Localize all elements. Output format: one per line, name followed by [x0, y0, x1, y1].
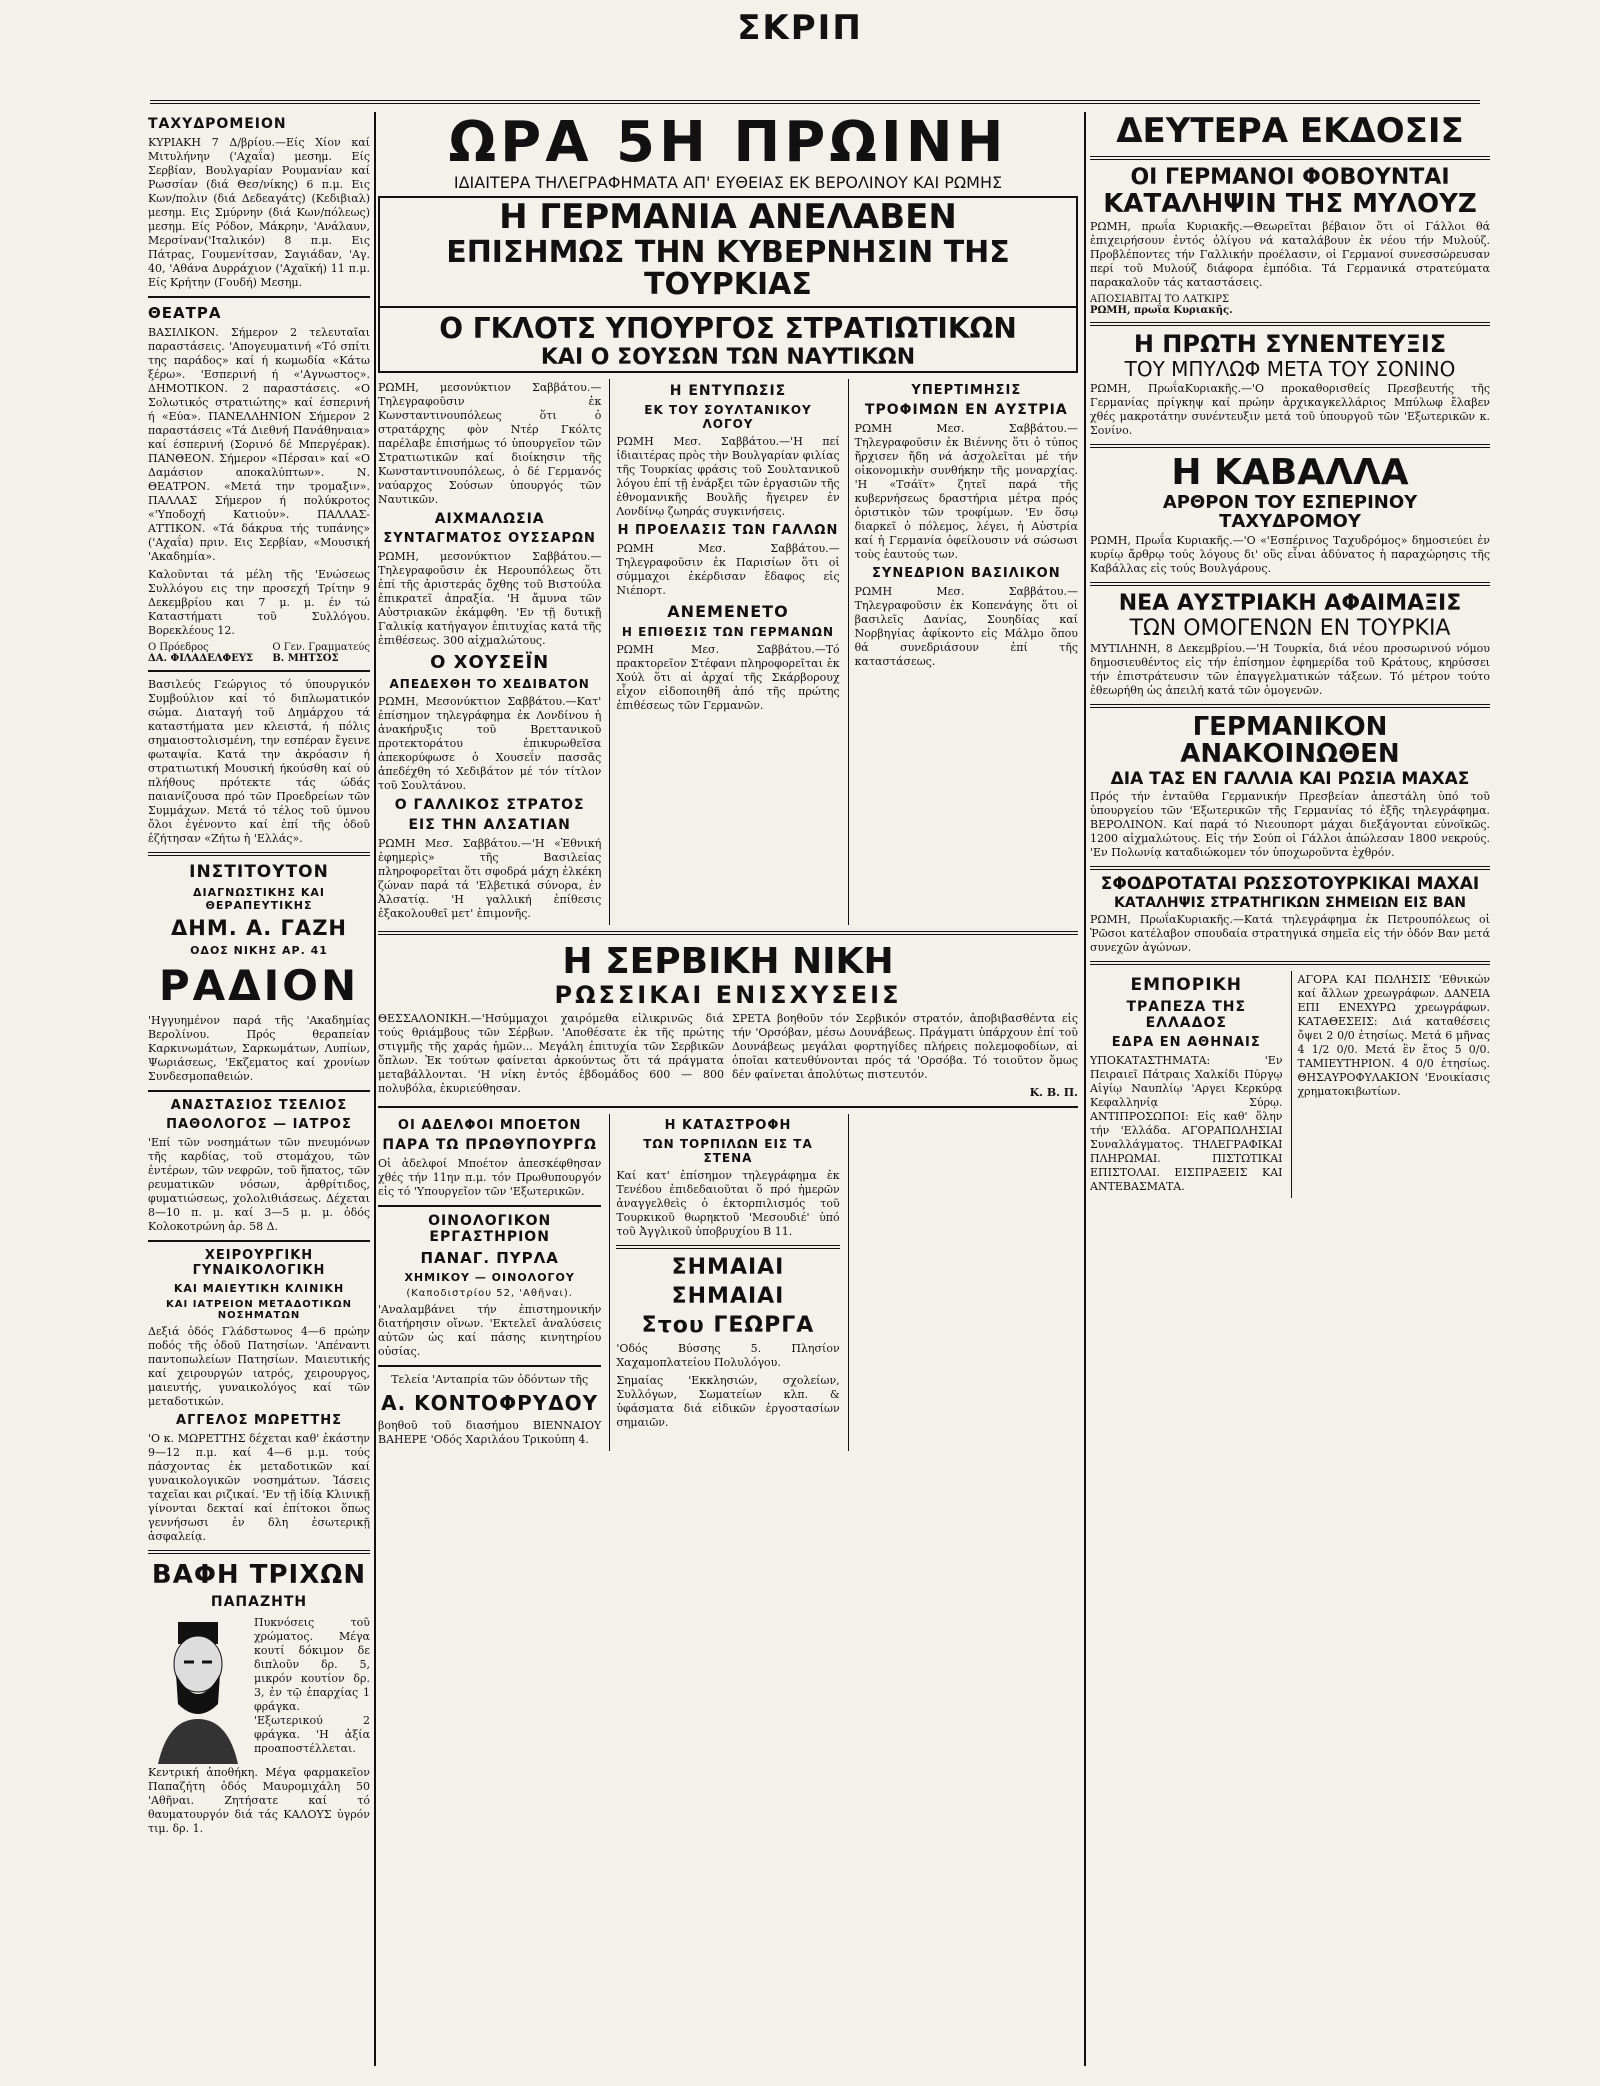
edition-text: ΡΩΜΗ, πρωΐα Κυριακῆς.—Θεωρεῖται βέβαιον ὅτι οἱ Γάλλοι θά ἐπιχειρήσουν ἐντός ὀλίγου νά καταλάβουν ἐκ νέου τήν Μυλούζ. Προβλέποντες τήν Γαλλικήν προέλασιν, οἱ Γερμανοί συνεσσώρευσαν περί τοῦ Μυλούζ διάφορα ἐμπόδια. Τά Γερμανικά στρατεύματα παρακαλοῦν τάς καταστάσεις. — [1090, 220, 1490, 290]
hair-dye-text: Πυκνόσεις τοῦ χρώματος. Μέγα κουτί δόκιμον δε διπλοῦν δρ. 5, μικρόν κουτίον δρ. 3, ἐν τῷ ἐπαρχίας 1 φράγκα. 'Εξωτερικού 2 φράγκα. 'Η ἀξία προαποστέλλεται. — [254, 1616, 370, 1755]
german-communique-text: Πρός τήν ἐνταῦθα Γερμανικήν Πρεσβείαν ἀπεστάλη ὑπό τοῦ ὑπουργείου τῶν 'Εξωτερικῶν τῆς Γερμανίας τό ἑξῆς τηλεγράφημα. ΒΕΡΟΛΙΝΟΝ. Καί παρά τό Νιεουπορτ μάχαι διεξάγονται εὐνοϊκῶς. 1200 αἰχμαλώτους. Εἰς τήν Σούπ οἱ Γάλλοι ἀπώλεσαν 1800 νεκρούς. 'Εν Πολωνίᾳ καταδιώκομεν τόν ὑποχωροῦντα ἐχθρόν. — [1090, 790, 1490, 860]
right-column — [1090, 112, 1490, 2066]
price-hike-title: ΥΠΕΡΤΙΜΗΣΙΣ — [911, 382, 1022, 398]
story-columns-bottom — [378, 1114, 1078, 1451]
brothers-sub: ΠΑΡΑ ΤΩ ΠΡΩΘΥΠΟΥΡΓΩ — [382, 1136, 597, 1153]
bottom-col-b — [609, 1114, 839, 1451]
serbian-main — [378, 941, 1078, 1100]
flags-text-2: Σημαίας 'Εκκλησιών, σχολείων, Συλλόγων, Σωματείων κλπ. & ὑφάσματα διά εἰδικῶν ἐργοστασίων σημαιῶν. — [616, 1373, 840, 1429]
headline-5am-sub: ΙΔΙΑΙΤΕΡΑ ΤΗΛΕΓΡΑΦΗΜΑΤΑ ΑΠ' ΕΥΘΕΙΑΣ ΕΚ ΒΕΡΟΛΙΝΟΥ ΚΑΙ ΡΩΜΗΣ — [453, 172, 1003, 192]
hussein-text: ΡΩΜΗ, Μεσονύκτιον Σαββάτου.—Κατ' ἐπίσημον τηλεγράφημα ἐκ Λονδίνου ἡ ἀνακήρυξις τοῦ Βρεττανικοῦ προτεκτοράτου ἐπικυρωθεῖσα ἀπεκορύφωσε ὁ Χουσεΐν πασσᾶς ἀπεδέχθη τό Χεδιβάτον μέ τόν τίτλον τοῦ Σουλτάνου. — [378, 694, 602, 792]
meeting-text: ΡΩΜΗ, ΠρωΐαΚυριακῆς.—'Ο προκαθορισθείς Πρεσβευτής τῆς Γερμανίας πρίγκηψ καί πρώην ἀρχικαγκελλάριος Μπύλωφ ἔλαβεν χθές μακροτάτην συνέντευξιν μετά τοῦ ὑπουργοῦ τῶν 'Εξωτερικῶν κ. Σονίνο. — [1090, 382, 1490, 438]
notice-sign-label: Ο Πρόεδρος — [148, 642, 209, 653]
russo-turkish-sub: ΚΑΤΑΛΗΨΙΣ ΣΤΡΑΤΗΓΙΚΩΝ ΣΗΜΕΙΩΝ ΕΙΣ ΒΑΝ — [1113, 895, 1467, 912]
story-col-a — [378, 379, 601, 925]
awaited-title: ΑΝΕΜΕΝΕΤΟ — [667, 601, 789, 621]
dentist-name: Α. ΚΟΝΤΟΦΡΥΔΟΥ — [381, 1390, 599, 1415]
lab-address: (Καποδιστρίου 52, 'Αθῆναι). — [406, 1287, 573, 1299]
bank-text-2: ΑΓΟΡΑ ΚΑΙ ΠΩΛΗΣΙΣ 'Εθνικών καί ἄλλων χρεωγράφων. ΔΑΝΕΙΑ ΕΠΙ ΕΝΕΧΥΡΩ χρεωγράφων. ΚΑΤΑΘΕΣΕΙΣ: Διά καταθέσεις ὄψει 2 0/0 ἐτησίως. Μετά 6 μῆνας 4 1/2 0/0. Μετά ἓν ἔτος 5 0/0. ΤΑΜΙΕΥΤΗΡΙΟΝ. 4 0/0 ἐτησίως. ΘΗΣΑΥΡΟΦΥΛΑΚΙΟΝ 'Ενοικίασις χρηματοκιβωτίων. — [1297, 973, 1490, 1098]
institute-sub: ΔΙΑΓΝΩΣΤΙΚΗΣ ΚΑΙ ΘΕΡΑΠΕΥΤΙΚΗΣ — [193, 886, 325, 912]
german-communique-sub: ΔΙΑ ΤΑΣ ΕΝ ΓΑΛΛΙΑ ΚΑΙ ΡΩΣΙΑ ΜΑΧΑΣ — [1110, 768, 1470, 789]
meeting-sub: ΤΟΥ ΜΠΥΛΩΦ ΜΕΤΑ ΤΟΥ ΣΟΝΙΝΟ — [1124, 357, 1456, 382]
bank-ad — [1090, 971, 1490, 1198]
wreck-text: Καί κατ' ἐπίσημον τηλεγράφημα ἐκ Τενέδου ἐπιδεδαιοῦται ὅ πρό ἡμερῶν ἀναγγελθεὶς ὁ ἐκτορπιλισμός τοῦ Τουρκικοῦ θωρηκτοῦ 'Μεσουδιέ' ὑπό τοῦ Ἀγγλικοῦ ὑποβρυχίου Β 11. — [616, 1168, 840, 1238]
masthead — [0, 0, 1600, 86]
theatre-title: ΘΕΑΤΡΑ — [148, 304, 222, 322]
captivity-sub: ΣΥΝΤΑΓΜΑΤΟΣ ΟΥΣΣΑΡΩΝ — [383, 530, 596, 546]
institute-doctor: ΔΗΜ. Α. ΓΑΖΗ — [171, 916, 347, 940]
top-rule — [150, 100, 1480, 104]
kavala-sub: ΑΡΘΡΟΝ ΤΟΥ ΕΣΠΕΡΙΝΟΥ ΤΑΧΥΔΡΟΜΟΥ — [1162, 492, 1418, 532]
portrait-illustration — [148, 1614, 248, 1764]
notice-sec-label: Ο Γεν. Γραμματεύς — [272, 642, 370, 653]
hair-dye-footer: Κεντρική ἀποθήκη. Μέγα φαρμακεῖον Παπαζήτη ὁδός Μαυρομιχάλη 50 'Αθῆναι. Ζητήσατε καί τό θαυματουργόν διά τάς ΚΑΛΟΥΣ ὑγρόν τιμ. δρ. 1. — [148, 1766, 370, 1835]
flags-text: 'Οδός Βύσσης 5. Πλησίον Χαχαμοπλατείου Πολυλόγου. — [616, 1341, 840, 1369]
price-hike-sub: ΤΡΟΦΙΜΩΝ ΕΝ ΑΥΣΤΡΙΑ — [864, 401, 1068, 418]
french-advance-text: ΡΩΜΗ Μεσ. Σαββάτου.—Τηλεγραφοῦσιν ἐκ Παρισίων ὅτι οἱ σύμμαχοι ἐκέρδισαν ἔδαφος εἰς Νιέπορτ. — [616, 541, 840, 597]
hair-dye-body — [148, 1614, 370, 1764]
lab-name: ΠΑΝΑΓ. ΠΥΡΛΑ — [420, 1248, 559, 1267]
headline-5am: ΩΡΑ 5Η ΠΡΩΙΝΗ — [448, 112, 1008, 175]
flags-title-2: ΣΗΜΑΙΑΙ — [671, 1283, 785, 1309]
french-army-text: ΡΩΜΗ Μεσ. Σαββάτου.—'Η «Ἐθνική ἐφημερὶς» τῆς Βασιλείας πληροφορεῖται ὅτι σφοδρά μάχη ἐλκέκη ζώναν παρά τά 'Ελβετικά σύνορα, ἐν Ἀλσατίᾳ. 'Η γαλλική ἐπίθεσις ἐξακολουθεῖ μετ' ἐπιμονῆς. — [378, 836, 602, 920]
story-col-c — [848, 379, 1078, 925]
serbian-sign: Κ. Β. Π. — [1029, 1085, 1078, 1099]
bottom-col-a — [378, 1114, 601, 1451]
surgery-title: ΧΕΙΡΟΥΡΓΙΚΗ ΓΥΝΑΙΚΟΛΟΓΙΚΗ — [192, 1248, 326, 1278]
mulhouse-headline: ΚΑΤΑΛΗΨΙΝ ΤΗΣ ΜΥΛΟΥΖ — [1103, 188, 1477, 219]
awaited-sub: Η ΕΠΙΘΕΣΙΣ ΤΩΝ ΓΕΡΜΑΝΩΝ — [621, 624, 835, 639]
institute-address: ΟΔΟΣ ΝΙΚΗΣ ΑΡ. 41 — [190, 944, 328, 957]
serbian-text-2: ΣΡΕΤΑ βοηθοῦν τόν Σερβικόν στρατόν, ἀποβιβασθέντα εἰς τήν 'Ορσόβαν, μέσω Δουνάβεως. Πράγματι ὑπάρχουν ἐπί τοῦ Δουνάβεως μεγάλαι φορτηγίδες πλήρεις πολεμοφοδίων, αἱ ὁποῖαι κατευθύνονται πρός τά 'Ορσόβα. Τό τοιοῦτον ὅμως δέν φαίνεται ἀπολύτως πιστευτόν. — [732, 1011, 1078, 1081]
serbian-section — [378, 941, 1078, 1100]
hussein-sub: ΑΠΕΔΕΧΘΗ ΤΟ ΧΕΔΙΒΑΤΟΝ — [389, 676, 590, 691]
surgery-text: Δεξιά ὁδός Γλάδστωνος 4—6 πρώην ποδός τῆς ὁδοῦ Πατησίων. 'Απέναντι παντοπωλείων Πατησίων. Μαιευτικής καί χειρουργών ιατρός, χειρουργος, μαιευτής, γυναικολόγος καί τῶν μεταδοτικών. — [148, 1325, 370, 1408]
german-communique-headline: ΓΕΡΜΑΝΙΚΟΝ ΑΝΑΚΟΙΝΩΘΕΝ — [1180, 712, 1400, 770]
expropriation-text: ΜΥΤΙΛΗΝΗ, 8 Δεκεμβρίου.—'Η Τουρκία, διά νέου προσωρινού νόμου δημοσιευθέντος εἰς τήν ἐπίσημον ἐφημερίδα τοῦ Κράτους, κηρύσσει τήν ἐπιστράτευσιν τῶν ἐπαγγελματικών τάξεων. Τό μέτρον τούτο ἐθεωρήθη ὡς ἀπειλή κατά τῶν ὁμογενῶν. — [1090, 642, 1490, 698]
notice-text: Καλοῦνται τά μέλη τῆς 'Ενώσεως Συλλόγου εις την προσεχή Τρίτην 9 Δεκεμβρίου και 7 μ. μ. έν τώ Καταστήματι τοῦ Συλλόγου. Βορεκλέους 12. — [148, 568, 370, 637]
center-column — [378, 112, 1078, 2066]
wreck-title: Η ΚΑΤΑΣΤΡΟΦΗ — [664, 1117, 792, 1133]
notice-sign: ΔΑ. ΦΙΛΑΔΕΛΦΕΥΣ — [148, 653, 254, 664]
price-hike-text: ΡΩΜΗ Μεσ. Σαββάτου.—Τηλεγραφοῦσιν ἐκ Βιέννης ὅτι ὁ τύπος ἤρχισεν ἤδη νά ἀσχολεῖται μέ τήν οἰκονομικὴν συνθήκην τῆς μοναρχίας. 'Η «Τσάϊτ» ζητεῖ παρά τῆς κυβερνήσεως δραστήρια μέτρα πρός ὁριστικὸν τῶν τροφίμων. 'Εν ὅσῳ διαρκεῖ ὁ πόλεμος, λέγει, ἡ Αὐστρία καί ἡ Γερμανία ὀφείλουσιν νά σώσωσι τοὺς ἑαυτούς των. — [854, 421, 1078, 561]
surgery-sub: ΚΑΙ ΜΑΙΕΥΤΙΚΗ ΚΛΙΝΙΚΗ — [173, 1282, 345, 1295]
wreck-sub: ΤΩΝ ΤΟΡΠΙΛΩΝ ΕΙΣ ΤΑ ΣΤΕΝΑ — [643, 1136, 813, 1165]
russo-turkish-headline: ΣΦΟΔΡΟΤΑΤΑΙ ΡΩΣΣΟΤΟΥΡΚΙΚΑΙ ΜΑΧΑΙ — [1100, 874, 1480, 895]
doctor2-text: 'Επί τῶν νοσημάτων τῶν πνευμόνων τῆς καρδίας, τοῦ στομάχου, τῶν ἐντέρων, τῶν νεφρῶν, τοῦ ἥπατος, τῶν ρευματικῶν νόσων, ἀρθρίτιδος, φυματιώσεως, χολολιθιάσεως. Δέχεται 8—10 π. μ. καί 3—5 μ. μ. ὁδός Κολοκοτρώνη ἀρ. 58 Δ. — [148, 1136, 370, 1233]
captivity-text: ΡΩΜΗ, μεσονύκτιον Σαββάτου.— Τηλεγραφοῦσιν ἐκ Ηερουπόλεως ὅτι ἐπί τῆς ἀριστεράς ὄχθης τοῦ Βιστούλα ἐπικρατεῖ ἀπραξία. 'Η ἄμυνα τῶν Αὐστριακῶν ἐκάμφθη. 'Εν τῇ δυτικῇ Γαλικίᾳ κατήγαγον ἐπιτυχίας κατά τῆς ἐπιθέσεως. 300 αἰχμαλώτους. — [378, 549, 602, 647]
post-text: ΚΥΡΙΑΚΗ 7 Δ/βρίου.—Είς Χίον καί Μιτυλήνην ('Αχαΐα) μεσημ. Είς Σερβίαν, Βουλγαρίαν Ρουμανίαν καί Ρωσσίαν (διά Θεσ/νίκης) 6 π.μ. Εις Κων/πολιν (διά Δεδεαγάτς) (Κεδιβιαλ) μεσημ. Εις Σμύρνην (διά Κων/πόλεως) μεσημ. Είς Ρόδον, Μάκρην, 'Ανάλαυν, Μερσίναν('Ιταλικόν) 8 π.μ. Εις Πάτρας, Γουμενίτσαν, Σαγιάδαν, 'Αγ. 40, 'Αθάνα Δυρράχιον ('Αχαϊκή) 11 π.μ. Είς Κρήτην (Γουδή) Μεσημ. — [148, 136, 370, 289]
bank-text: ΥΠΟΚΑΤΑΣΤΗΜΑΤΑ: 'Εν Πειραιεῖ Πάτραις Χαλκίδι Πύργῳ Αἰγίῳ Ναυπλίῳ 'Αργει Κερκύρᾳ Κεφαλληνίᾳ Σύρῳ. ΑΝΤΙΠΡΟΣΩΠΟΙ: Εἰς καθ' ὅλην τήν 'Ελλάδα. ΑΓΟΡΑΠΩΛΗΣΙΑΙ Συναλλάγματος. ΤΗΛΕΓΡΑΦΙΚΑΙ ΠΛΗΡΩΜΑΙ. ΠΙΣΤΩΤΙΚΑΙ ΕΠΙΣΤΟΛΑΙ. ΕΙΣΠΡΑΞΕΙΣ ΚΑΙ ΑΝΤΕΒΑΣΜΑΤΑ. — [1090, 1054, 1283, 1193]
morettis-text: 'Ο κ. ΜΩΡΕΤΤΗΣ δέχεται καθ' ἑκάστην 9—12 π.μ. καί 4—6 μ.μ. τούς πάσχοντας ἐκ μεταδοτικῶν καί γυναικολογικῶν νοσημάτων. Ἰάσεις ταχεῖαι και ριζικαί. 'Εν τῇ ἰδίᾳ Κλινικῇ γίνονται δεκταί καί ἐπίτοκοι ὅπως γεννήσωσι ἐν δλη ἐσωτερικῇ ἀσφαλείᾳ. — [148, 1432, 370, 1543]
surgery-sub2: ΚΑΙ ΙΑΤΡΕΙΟΝ ΜΕΤΑΔΟΤΙΚΩΝ ΝΟΣΗΜΑΤΩΝ — [166, 1299, 352, 1321]
notice-sec: Β. ΜΗΤΣΟΣ — [272, 653, 339, 664]
impression-text: ΡΩΜΗ Μεσ. Σαββάτου.—'Η πεί ἰδιαιτέρας πρὸς τὴν Βουλγαρίαν φιλίας τῆς Τουρκίας φράσις τοῦ Σουλτανικοῦ λόγου ἐπί τῇ ἐνάρξει τῶν ἐργασιῶν τῆς ἐθνομανικῆς Βουλῆς ἤγειρεν ἐν Λονδίνῳ ζωηράς συγκινήσεις. — [616, 434, 840, 518]
brothers-text: Οἱ ἀδελφοί Μποέτον ἀπεσκέφθησαν χθές τήν 11ην π.μ. τόν Πρωθυπουργόν εἰς τό 'Υπουργεῖον τῶν 'Εξωτερικῶν. — [378, 1156, 602, 1198]
french-advance-title: Η ΠΡΟΕΛΑΣΙΣ ΤΩΝ ΓΑΛΛΩΝ — [617, 522, 839, 538]
russo-turkish-text: ΡΩΜΗ, ΠρωΐαΚυριακῆς.—Κατά τηλεγράφημα ἐκ Πετρουπόλεως οἱ Ῥῶσοι κατέλαβον σπουδαία στρατηγικά σημεῖα εἰς τήν ὁδόν Βαν μετά συνεχῶν ἀγώνων. — [1090, 913, 1490, 954]
bottom-col-c — [848, 1114, 1078, 1451]
headline-souchon: ΚΑΙ Ο ΣΟΥΣΩΝ ΤΩΝ ΝΑΥΤΙΚΩΝ — [540, 344, 916, 370]
kavala-headline: Η ΚΑΒΑΛΛΑ — [1171, 452, 1409, 494]
institute-title: ΙΝΣΤΙΤΟΥΤΟΝ — [189, 862, 329, 882]
bank-seat: ΕΔΡΑ ΕΝ ΑΘΗΝΑΙΣ — [1111, 1035, 1261, 1050]
french-army-title: Ο ΓΑΛΛΙΚΟΣ ΣΤΡΑΤΟΣ — [394, 796, 585, 813]
flags-title-1: ΣΗΜΑΙΑΙ — [671, 1254, 785, 1280]
doctor2-name: ΑΝΑΣΤΑΣΙΟΣ ΤΣΕΛΙΟΣ — [170, 1098, 348, 1113]
flags-title-3: Στου ΓΕΩΡΓΑ — [641, 1312, 815, 1338]
expropriation-headline: ΝΕΑ ΑΥΣΤΡΙΑΚΗ ΑΦΑΙΜΑΞΙΣ — [1118, 590, 1462, 616]
council-text: ΡΩΜΗ Μεσ. Σαββάτου.—Τηλεγραφοῦσιν ἐκ Κοπενάγης ὅτι οἱ βασιλεῖς Δανίας, Σουηδίας καί Νορβηγίας ἀφίκοντο εἰς Μάλμο ὅπου θά συνεδριάσουν ἐπί τῆς καταστάσεως. — [854, 584, 1078, 668]
main-story-box — [378, 196, 1078, 373]
edition-sign: ΑΠΟΣΙΑΒΙΤΑΙ ΤΟ ΛΑΤΚΙΡΣ — [1090, 294, 1230, 306]
brothers-title: ΟΙ ΑΔΕΛΦΟΙ ΜΠΟΕΤΟΝ — [397, 1117, 582, 1133]
theatre-text: ΒΑΣΙΛΙΚΟΝ. Σήμερον 2 τελευταῖαι παραστάσεις. 'Απογευματινή «Τό σπίτι της παράδος» καί ή κωμωδία «Κάτω ξέρω». 'Εσπερινή ή «'Αγνωστος». ΔΗΜΟΤΙΚΟΝ. 2 παραστάσεις. «Ο Σολωτικός στρατιώτης» καί έσπερινή ή «Εύα». ΠΑΝΕΛΛΗΝΙΟΝ Σήμερον 2 παραστάσεις «Τά Διεθνή Πανάθηναια» καί έσπερινή (Σορινό δέ Μπεργέρακ). ΠΑΝΘΕΟΝ. Σήμερον «Πέρσαι» καί «Ο Δαμάσιον αποκαλύπτων». Ν. ΘΕΑΤΡΟΝ. «Μετά την τρομαξιν». ΠΑΛΛΑΣ Σήμερον ή πολύκροτος «'Υποδοχή Κατιούν». ΠΑΛΛΑΣ-ΑΤΤΙΚΟΝ. «Τά δάκρυα τής τυπάνης» ('Αχαΐα) πριν. Εις Σερβίαν, «Μουσική 'Ακαδημία». — [148, 326, 370, 563]
post-title: ΤΑΧΥΔΡΟΜΕΙΟΝ — [148, 116, 287, 132]
impression-sub: ΕΚ ΤΟΥ ΣΟΥΛΤΑΝΙΚΟΥ ΛΟΓΟΥ — [644, 402, 812, 431]
story-col-b — [609, 379, 839, 925]
bank-title: ΕΜΠΟΡΙΚΗ — [1130, 975, 1242, 995]
column-divider — [374, 112, 376, 2066]
radion-title: ΡΑΔΙΟΝ — [158, 961, 360, 1010]
bank-sub: ΤΡΑΠΕΖΑ ΤΗΣ ΕΛΛΑΔΟΣ — [1126, 999, 1247, 1031]
doctor2-title: ΠΑΘΟΛΟΓΟΣ — ΙΑΤΡΟΣ — [166, 1117, 352, 1132]
council-title: ΣΥΝΕΔΡΙΟΝ ΒΑΣΙΛΙΚΟΝ — [872, 565, 1061, 581]
fear-headline: ΟΙ ΓΕΡΜΑΝΟΙ ΦΟΒΟΥΝΤΑΙ — [1130, 164, 1450, 190]
serbian-title: Η ΣΕΡΒΙΚΗ ΝΙΚΗ — [562, 940, 894, 982]
hair-dye-title: ΒΑΦΗ ΤΡΙΧΩΝ — [151, 1560, 367, 1590]
hair-dye-name: ΠΑΠΑΖΗΤΗ — [210, 1594, 308, 1610]
morettis-name: ΑΓΓΕΛΟΣ ΜΩΡΕΤΤΗΣ — [176, 1413, 342, 1428]
lab-role: ΧΗΜΙΚΟΥ — ΟΙΝΟΛΟΓΟΥ — [404, 1270, 575, 1284]
radion-text: 'Ηγγυημένον παρά τῆς 'Ακαδημίας Βερολίνου. Πρός θεραπείαν Καρκινωμάτων, Σαρκωμάτων, Λυπίων, Ψωριάσεως, 'Εκζεματος καί χρονίων Συνδεσμοπαθειών. — [148, 1014, 370, 1083]
edition-sign-2: ΡΩΜΗ, πρωΐα Κυριακῆς. — [1090, 305, 1233, 317]
captivity-title: ΑΙΧΜΑΛΩΣΙΑ — [434, 510, 545, 527]
headline-turkey: ΕΠΙΣΗΜΩΣ ΤΗΝ ΚΥΒΕΡΝΗΣΙΝ ΤΗΣ ΤΟΥΡΚΙΑΣ — [446, 235, 1010, 302]
story-columns-top — [378, 379, 1078, 925]
kavala-text: ΡΩΜΗ, Πρωΐα Κυριακῆς.—'Ο «'Εσπέρινος Ταχυδρόμος» δημοσιεύει ἐν κυρίῳ ἄρθρῳ τούς λόγους δι' οὓς εἶναι ἀδύνατος ἡ παραχώρησις τῆς Καβάλλας εἰς τούς Βουλγάρους. — [1090, 533, 1490, 575]
george-text: Βασιλεύς Γεώργιος τό ύπουργικόν Συμβούλιον καί τό διπλωματικόν σώμα. Διαταγή τοῦ Δημάρχου τά καταστήματα μεν κλειστά, ή πόλις σημαιοστολισμένη, την εσπέραν ἔγεινε φωταψία. Κατά την ἀκρόασιν ή στρατιωτική Μουσική ήκούσθη καί ού πλήθους πρότεκτε τάς ώδάς παιανίζουσα πρό τῶν Προεδρείων τῶν Συμμάχων. Μετά τό τέλος τοῦ ύμνου ὄλοι ἐγένοντο καί ἐπί τῆς ὁδοῦ ἐζήτησαν «Ζήτω ἡ 'Ελλάς». — [148, 678, 370, 845]
lead-text: ΡΩΜΗ, μεσονύκτιον Σαββάτου.— Τηλεγραφοῦσιν ἐκ Κωνσταντινουπόλεως ὅτι ὁ στρατάρχης φὸν Ντέρ Γκόλτς παρέλαβε ἐπισήμως τό ὑπουργεῖον τῶν Στρατιωτικῶν καί διοίκησιν τῆς Κωνσταντινουπόλεως, ὁ δέ Γερμανός ναύαρχος Σούσων ὑπουργός τῶν Ναυτικῶν. — [378, 380, 602, 506]
second-edition-title: ΔΕΥΤΕΡΑ ΕΚΔΟΣΙΣ — [1116, 112, 1464, 151]
dentist-lead: Τελεία 'Ανταπρία τῶν ὀδόντων τῆς — [391, 1372, 589, 1386]
newspaper-title: ΣΚΡΙΠ — [737, 8, 863, 48]
hussein-title: Ο ΧΟΥΣΕΪΝ — [430, 651, 550, 673]
french-army-sub: ΕΙΣ ΤΗΝ ΑΛΣΑΤΙΑΝ — [408, 816, 571, 833]
expropriation-sub: ΤΩΝ ΟΜΟΓΕΝΩΝ ΕΝ ΤΟΥΡΚΙΑ — [1129, 615, 1451, 641]
serbian-sub: ΡΩΣΣΙΚΑΙ ΕΝΙΣΧΥΣΕΙΣ — [554, 980, 902, 1009]
awaited-text: ΡΩΜΗ Μεσ. Σαββάτου.—Τό πρακτορεῖον Στέφανι πληροφορεῖται ἐκ Χούλ ὅτι αἱ ἀρχαί τῆς Σκάρβορουχ εἶχον εἰδοποιηθῆ ἀπό τῆς πρώτης ἐπιθέσεως τῶν Γερμανῶν. — [616, 642, 840, 712]
lab-title: ΟΙΝΟΛΟΓΙΚΟΝ ΕΡΓΑΣΤΗΡΙΟΝ — [428, 1212, 552, 1245]
lab-text: 'Αναλαμβάνει τήν ἐπιστημονικήν διατήρησιν οἴνων. 'Εκτελεῖ ἀναλύσεις αὐτῶν ὡς καί πάσης κινητηρίου οὐσίας. — [378, 1302, 602, 1358]
headline-germany: Η ΓΕΡΜΑΝΙΑ ΑΝΕΛΑΒΕΝ — [499, 196, 957, 237]
meeting-headline: Η ΠΡΩΤΗ ΣΥΝΕΝΤΕΥΞΙΣ — [1133, 330, 1447, 359]
dentist-text: βοηθοῦ τοῦ διασήμου ΒΙΕΝΝΑΙΟΥ ΒΑΗΕΡΕ 'Οδός Χαριλάου Τρικούπη 4. — [378, 1418, 602, 1446]
notice-signatures — [148, 642, 370, 664]
column-divider — [1084, 112, 1086, 2066]
serbian-text-1: ΘΕΣΣΑΛΟΝΙΚΗ.—'Ησύμμαχοι χαιρόμεθα εἰλικρινῶς διά τούς θριάμβους τῶν Σέρβων. 'Αποθέσατε ἐκ τῆς πρώτης στιγμῆς τῆς χαράς ἡμῶν... Μεγάλη ἐπιτυχία τῶν Σερβικῶν ὅπλων. Ἐκ τούτων φαίνεται ἀρκούντως ὅτι τά πράγματα μεταβάλλονται. 'Η νίκη ἐντός ἐβδομάδος 600 — 800 πολυβόλα, ἐκυριεύθησαν. — [378, 1011, 724, 1095]
left-column — [148, 112, 370, 2066]
headline-goltz: Ο ΓΚΛΟΤΣ ΥΠΟΥΡΓΟΣ ΣΤΡΑΤΙΩΤΙΚΩΝ — [439, 312, 1017, 346]
impression-title: Η ΕΝΤΥΠΩΣΙΣ — [669, 382, 787, 399]
